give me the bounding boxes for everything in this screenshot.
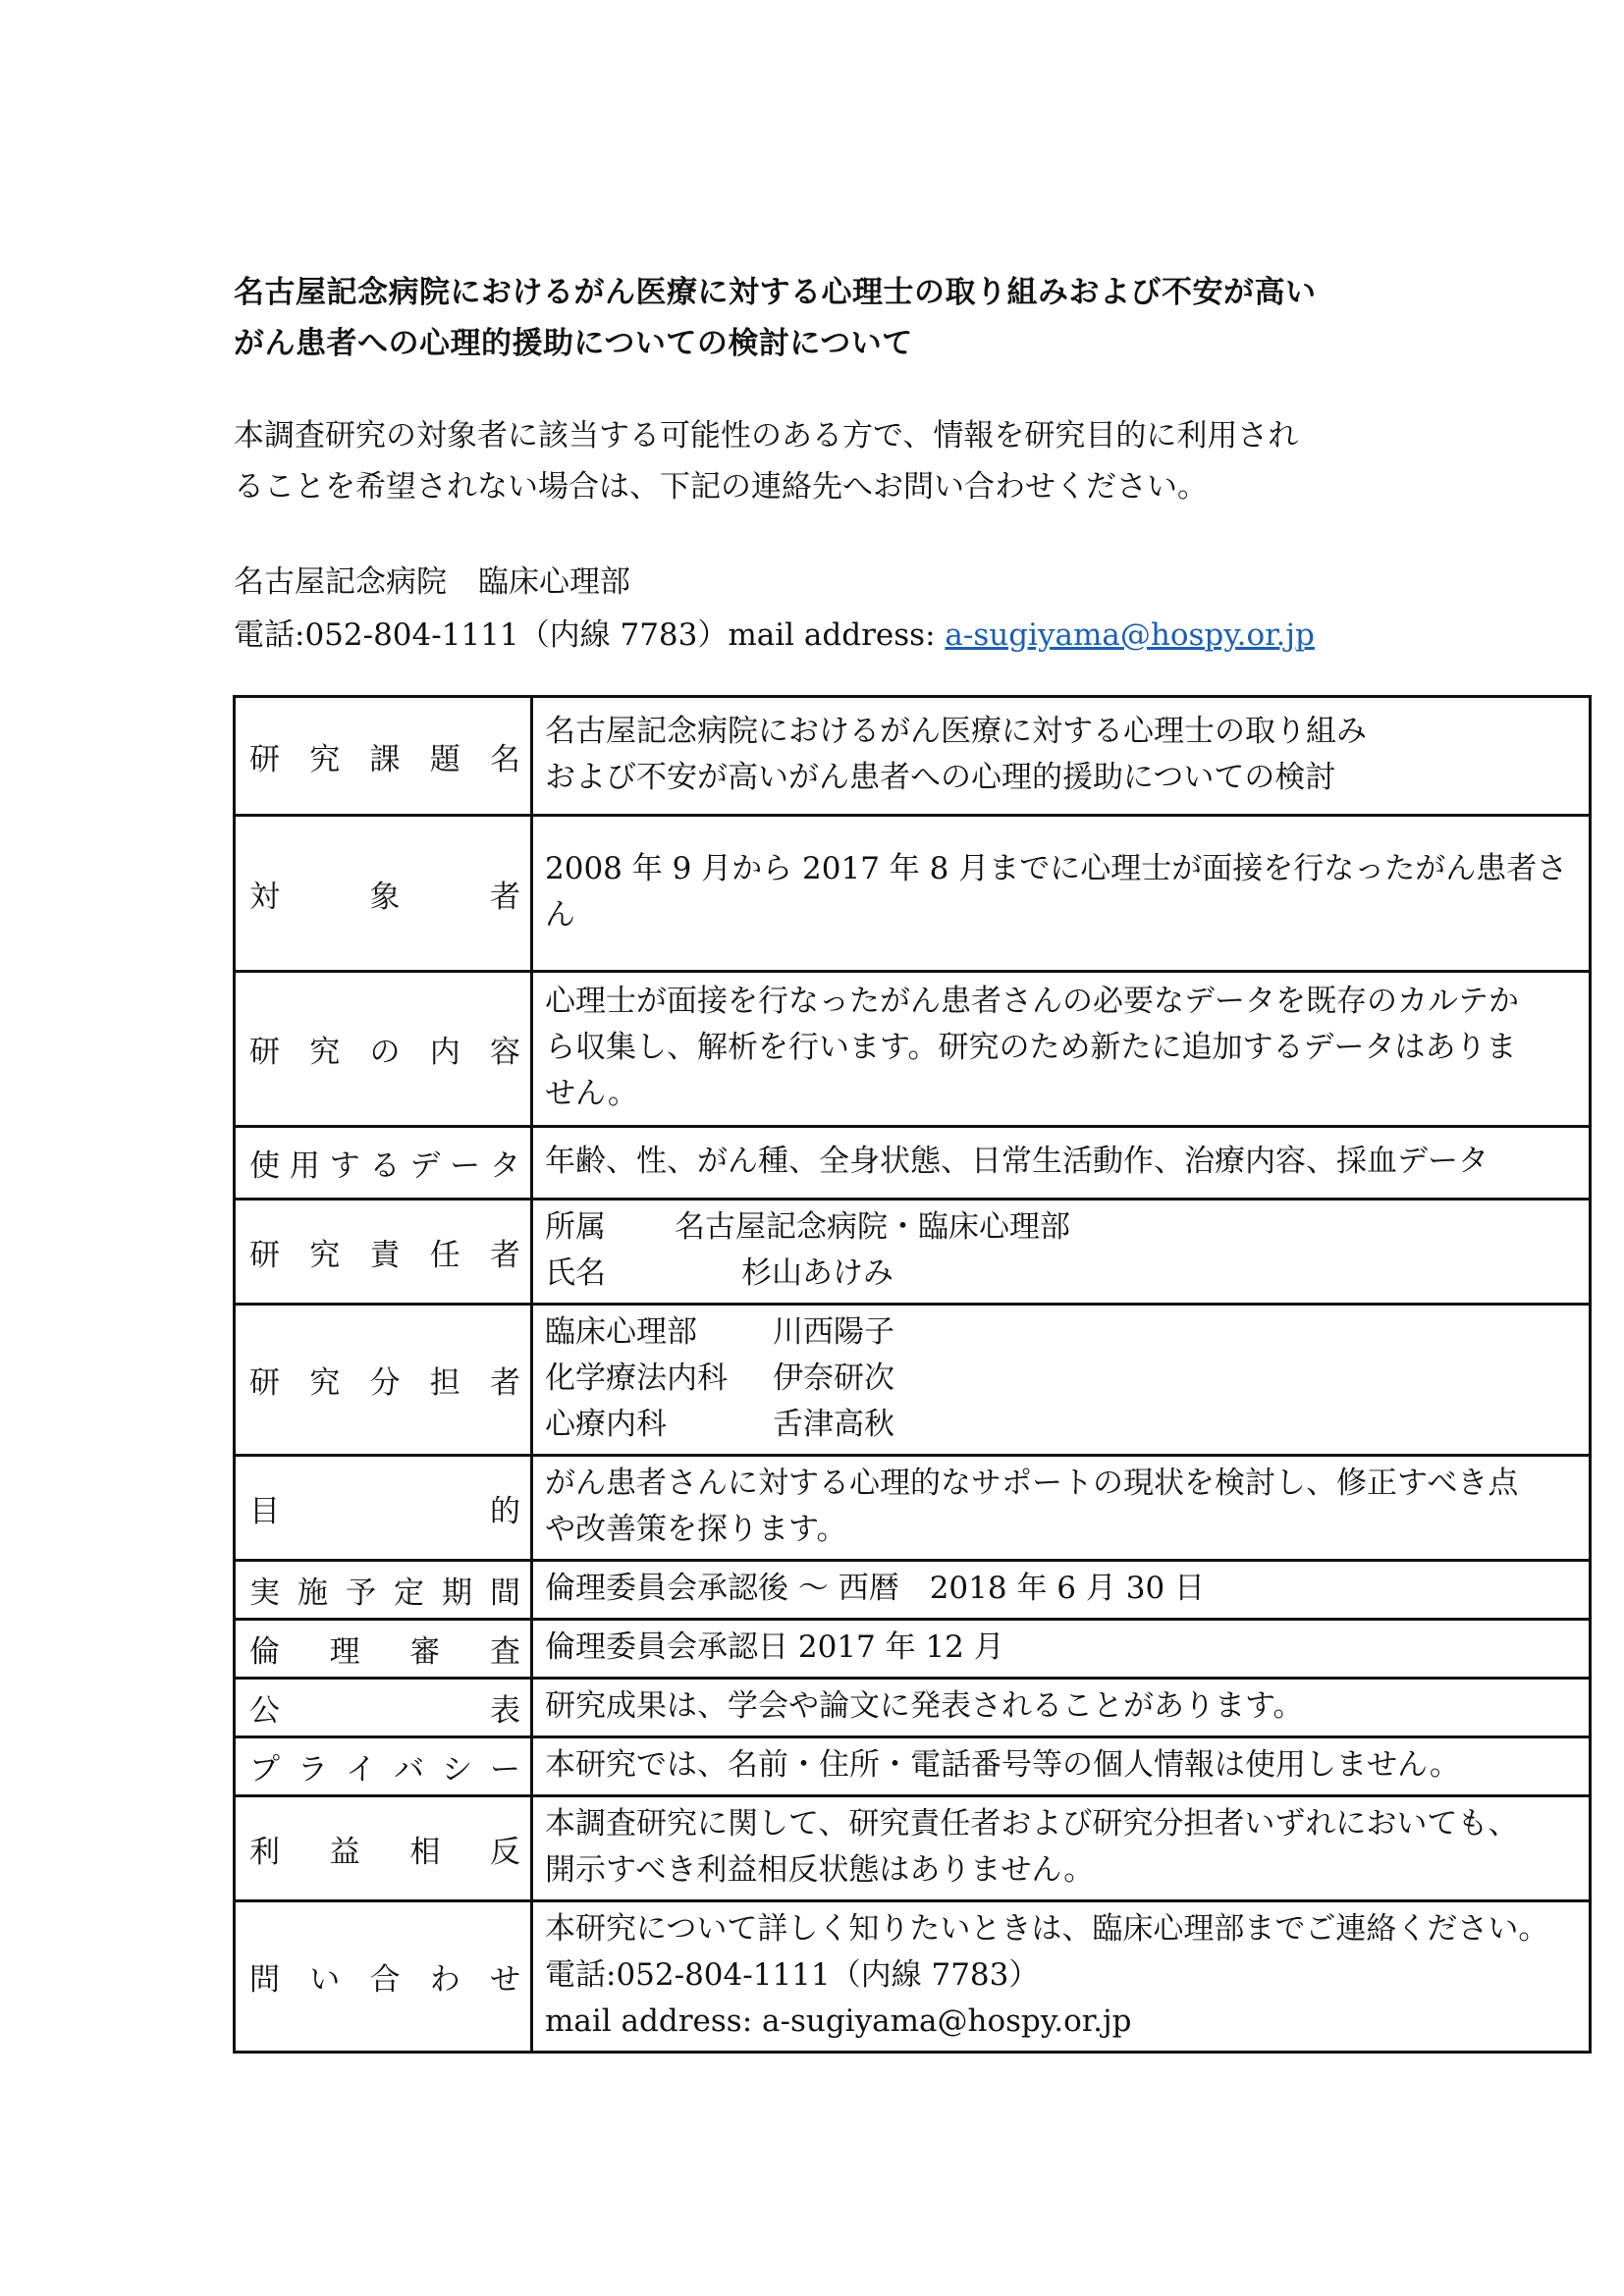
contact-block [234,556,1471,662]
row-label: 研 究 の 内 容 [249,1035,520,1070]
row-label-cell [235,1561,532,1620]
row-label: 利 益 相 反 [249,1834,520,1870]
row-label-cell [235,972,532,1127]
row-value-line: せん。 [545,1076,638,1111]
table-row [235,1305,1591,1456]
row-value-line: や改善策を探ります。 [545,1512,847,1547]
table-row [235,1200,1591,1305]
table-row [235,1737,1591,1796]
row-value-pair [545,1402,1579,1448]
row-value-line: 2008 年 9 月から 2017 年 8 月までに心理士が面接を行なったがん患者さ [545,851,1568,886]
row-label-cell [235,1737,532,1796]
row-value-cell [532,697,1591,816]
row-value-line: がん患者さんに対する心理的なサポートの現状を検討し、修正すべき点 [545,1466,1519,1501]
row-label: 使 用 す る デ ー タ [249,1148,520,1184]
row-value-cell [532,1679,1591,1737]
row-label: 実 施 予 定 期 間 [249,1575,520,1611]
row-value-cell [532,1901,1591,2053]
row-value-cell [532,1200,1591,1305]
pair-value: 伊奈研次 [773,1361,894,1396]
contact-phone: 電話:052-804-1111（内線 7783）mail address: [234,617,946,653]
title-line: 名古屋記念病院におけるがん医療に対する心理士の取り組みおよび不安が高い [234,275,1317,310]
table-row [235,1456,1591,1561]
row-label-cell [235,1796,532,1901]
row-value-line: および不安が高いがん患者への心理的援助についての検討 [545,760,1336,795]
row-value-line: 名古屋記念病院におけるがん医療に対する心理士の取り組み [545,714,1367,749]
row-label: 公 表 [249,1693,520,1729]
pair-value: 名古屋記念病院・臨床心理部 [675,1209,1070,1245]
row-value-cell [532,816,1591,972]
row-label: 倫 理 審 査 [249,1634,520,1670]
row-label: 研 究 課 題 名 [249,741,520,777]
row-value-pair [545,1309,1579,1356]
table-row [235,816,1591,972]
row-label-cell [235,1456,532,1561]
row-value-line: 倫理委員会承認後 ～ 西暦 2018 年 6 月 30 日 [545,1571,1206,1606]
table-row [235,1796,1591,1901]
row-value-line: ん [545,897,575,933]
row-value-line: 本研究では、名前・住所・電話番号等の個人情報は使用しません。 [545,1747,1460,1783]
table-row [235,972,1591,1127]
intro-paragraph [234,410,1471,512]
table-row [235,697,1591,816]
row-value-line: 心理士が面接を行なったがん患者さんの必要なデータを既存のカルテか [545,984,1519,1019]
title-line: がん患者への心理的援助についての検討について [234,326,913,361]
pair-key: 臨床心理部 [545,1314,697,1350]
row-value-cell [532,972,1591,1127]
row-label: 研 究 分 担 者 [249,1365,520,1401]
row-value-line: ら収集し、解析を行います。研究のため新たに追加するデータはありま [545,1030,1517,1065]
table-row [235,1127,1591,1200]
pair-value: 川西陽子 [773,1314,894,1350]
contact-dept: 臨床心理部 [478,564,630,600]
row-value-line: 本調査研究に関して、研究責任者および研究分担者いずれにおいても、 [545,1806,1519,1842]
row-value-cell [532,1561,1591,1620]
row-value-pair [545,1251,1579,1297]
row-value-pair [545,1356,1579,1402]
row-value-cell [532,1127,1591,1200]
document-title [234,267,1451,369]
row-value-cell [532,1737,1591,1796]
row-value-pair [545,1204,1579,1251]
table-row [235,1679,1591,1737]
row-value-line: 開示すべき利益相反状態はありません。 [545,1852,1095,1888]
contact-org-line [234,556,1471,609]
row-label-cell [235,1305,532,1456]
pair-key: 所属 [545,1209,606,1245]
table-row [235,1561,1591,1620]
row-label-cell [235,1620,532,1679]
row-label-cell [235,816,532,972]
contact-email-link[interactable]: a-sugiyama@hospy.or.jp [945,617,1315,653]
row-label-cell [235,1127,532,1200]
pair-value: 舌津高秋 [773,1407,894,1442]
study-info-table [233,695,1592,2054]
row-label: プ ラ イ バ シ ー [249,1752,520,1788]
row-value-line: mail address: a-sugiyama@hospy.or.jp [545,2003,1132,2039]
pair-key: 氏名 [545,1255,606,1291]
row-label: 目 的 [249,1493,520,1529]
row-value-line: 倫理委員会承認日 2017 年 12 月 [545,1629,1004,1665]
row-value-line: 年齢、性、がん種、全身状態、日常生活動作、治療内容、採血データ [545,1144,1489,1179]
table-row [235,1620,1591,1679]
pair-value: 杉山あけみ [741,1255,893,1291]
row-label-cell [235,1901,532,2053]
row-value-cell [532,1456,1591,1561]
row-label-cell [235,697,532,816]
row-label-cell [235,1679,532,1737]
contact-org: 名古屋記念病院 [234,564,447,600]
row-value-line: 電話:052-804-1111（内線 7783） [545,1957,1040,1993]
intro-line: ることを希望されない場合は、下記の連絡先へお問い合わせください。 [234,469,1208,505]
row-label: 研 究 責 任 者 [249,1237,520,1273]
contact-phone-line [234,609,1471,662]
row-value-cell [532,1305,1591,1456]
pair-key: 化学療法内科 [545,1361,728,1396]
intro-line: 本調査研究の対象者に該当する可能性のある方で、情報を研究目的に利用され [234,418,1299,454]
row-label: 問 い 合 わ せ [249,1962,520,1998]
row-value-cell [532,1620,1591,1679]
table-row [235,1901,1591,2053]
row-label-cell [235,1200,532,1305]
row-label: 対 象 者 [249,879,520,915]
pair-key: 心療内科 [545,1407,667,1442]
row-value-line: 本研究について詳しく知りたいときは、臨床心理部までご連絡ください。 [545,1911,1549,1947]
row-value-cell [532,1796,1591,1901]
row-value-line: 研究成果は、学会や論文に発表されることがあります。 [545,1688,1304,1724]
